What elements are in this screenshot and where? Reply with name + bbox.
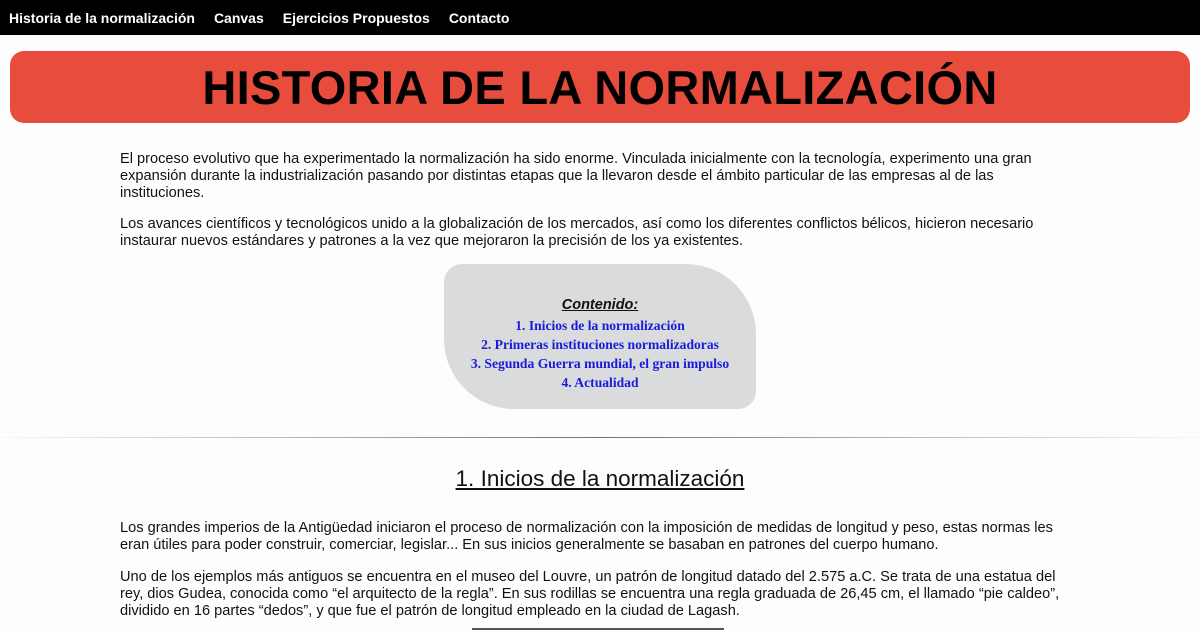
section-paragraph-1: Los grandes imperios de la Antigüedad iniciaron el proceso de normalización con la imposición de medidas de longitud y peso, estas normas les eran útiles para poder construir, comerciar, legislar... En sus inicios generalmente se basaban en patrones del cuerpo humano. <box>120 520 1053 553</box>
nav-ejercicios-link[interactable]: Ejercicios Propuestos <box>282 9 430 26</box>
page-title: HISTORIA DE LA NORMALIZACIÓN <box>202 60 998 114</box>
toc-title: Contenido: <box>561 297 639 313</box>
toc-link-inicios[interactable]: 1. Inicios de la normalización <box>515 318 685 333</box>
section-heading-container <box>0 466 1200 492</box>
nav-historia-link[interactable]: Historia de la normalización <box>9 9 195 26</box>
section-paragraph-2: Uno de los ejemplos más antiguos se encuentra en el museo del Louvre, un patrón de longitud datado del 2.575 a.C. Se trata de una estatua del rey, dios Gudea, conocida como “el arquitecto de la regla”. En sus rodillas se encuentra una regla graduada de 26,45 cm, el llamado “pie caldeo”, dividido en 16 partes “dedos”, y que fue el patrón de longitud empleado en la ciudad de Lagash. <box>120 569 1060 619</box>
intro-paragraph-2: Los avances científicos y tecnológicos unido a la globalización de los mercados, así como los diferentes conflictos bélicos, hicieron necesario instaurar nuevos estándares y patrones a la vez que mejoraron la precisión de los ya existentes. <box>120 216 1034 249</box>
intro-paragraph-1: El proceso evolutivo que ha experimentado la normalización ha sido enorme. Vinculada inicialmente con la tecnología, experimento una gran expansión durante la industrialización pasando por distintas etapas que la llevaron desde el ámbito particular de las empresas al de las instituciones. <box>120 151 1032 201</box>
table-of-contents <box>444 264 756 409</box>
section-divider <box>0 437 1200 438</box>
toc-link-instituciones[interactable]: 2. Primeras instituciones normalizadoras <box>481 337 719 352</box>
page-banner <box>10 51 1190 123</box>
toc-link-segunda-guerra[interactable]: 3. Segunda Guerra mundial, el gran impulso <box>470 356 730 371</box>
nav-canvas-link[interactable]: Canvas <box>213 9 264 26</box>
top-navigation <box>0 0 1200 35</box>
section-heading: 1. Inicios de la normalización <box>455 466 745 491</box>
nav-contacto-link[interactable]: Contacto <box>448 9 510 26</box>
toc-link-actualidad[interactable]: 4. Actualidad <box>561 375 639 390</box>
